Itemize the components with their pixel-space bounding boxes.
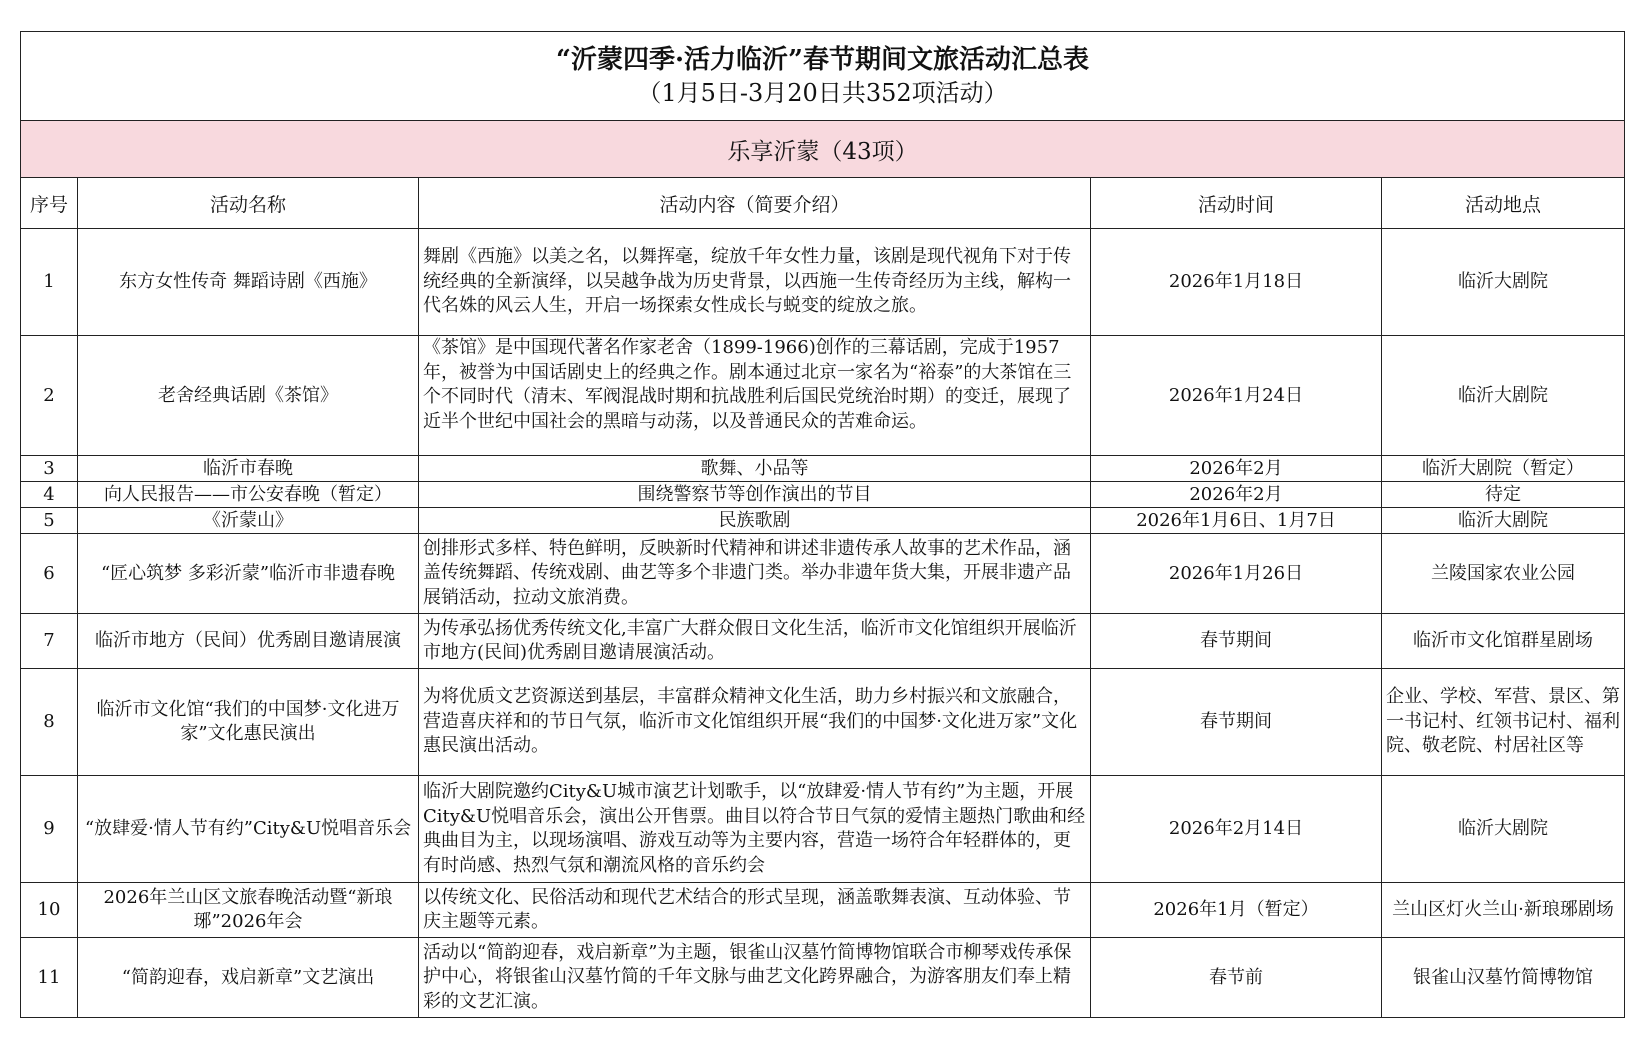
header-content: 活动内容（简要介绍）: [419, 178, 1091, 229]
row-name: 临沂市春晚: [78, 456, 419, 482]
row-name: “简韵迎春，戏启新章”文艺演出: [78, 938, 419, 1018]
row-no: 2: [21, 336, 78, 456]
row-place: 兰山区灯火兰山·新琅琊剧场: [1382, 883, 1625, 938]
row-time: 2026年2月: [1091, 482, 1382, 508]
row-content: 临沂大剧院邀约City&U城市演艺计划歌手，以“放肆爱·情人节有约”为主题，开展City&U悦唱音乐会，演出公开售票。曲目以符合节日气氛的爱情主题热门歌曲和经典曲目为主，以现场演唱、游戏互动等为主要内容，营造一场符合年轻群体的，更有时尚感、热烈气氛和潮流风格的音乐约会: [419, 776, 1091, 883]
row-time: 2026年1月6日、1月7日: [1091, 508, 1382, 534]
row-time: 2026年1月24日: [1091, 336, 1382, 456]
table-row: [21, 229, 1625, 336]
row-name: 临沂市文化馆“我们的中国梦·文化进万家”文化惠民演出: [78, 669, 419, 776]
row-name: “匠心筑梦 多彩沂蒙”临沂市非遗春晚: [78, 534, 419, 614]
row-no: 6: [21, 534, 78, 614]
row-no: 3: [21, 456, 78, 482]
table-row: [21, 482, 1625, 508]
table-row: [21, 508, 1625, 534]
section-header: 乐享沂蒙（43项）: [21, 121, 1625, 178]
table-row: [21, 614, 1625, 669]
row-name: “放肆爱·情人节有约”City&U悦唱音乐会: [78, 776, 419, 883]
row-time: 春节期间: [1091, 669, 1382, 776]
table-row: [21, 776, 1625, 883]
row-no: 11: [21, 938, 78, 1018]
row-content: 歌舞、小品等: [419, 456, 1091, 482]
row-place: 临沂大剧院: [1382, 776, 1625, 883]
row-place: 银雀山汉墓竹简博物馆: [1382, 938, 1625, 1018]
row-no: 7: [21, 614, 78, 669]
row-name: 临沂市地方（民间）优秀剧目邀请展演: [78, 614, 419, 669]
row-no: 9: [21, 776, 78, 883]
row-name: 《沂蒙山》: [78, 508, 419, 534]
row-content-cell: [419, 336, 1091, 456]
header-place: 活动地点: [1382, 178, 1625, 229]
row-time: 春节期间: [1091, 614, 1382, 669]
row-place: 临沂大剧院: [1382, 229, 1625, 336]
row-place: 待定: [1382, 482, 1625, 508]
row-no: 8: [21, 669, 78, 776]
table-row: [21, 336, 1625, 456]
header-name: 活动名称: [78, 178, 419, 229]
table-subtitle: （1月5日-3月20日共352项活动）: [637, 79, 1008, 107]
table-row: [21, 938, 1625, 1018]
row-time: 春节前: [1091, 938, 1382, 1018]
table-title: “沂蒙四季·活力临沂”春节期间文旅活动汇总表: [556, 45, 1089, 75]
row-content: 为传承弘扬优秀传统文化,丰富广大群众假日文化生活，临沂市文化馆组织开展临沂市地方(民间)优秀剧目邀请展演活动。: [419, 614, 1091, 669]
row-place: 临沂大剧院（暂定）: [1382, 456, 1625, 482]
table-row: [21, 534, 1625, 614]
row-no: 10: [21, 883, 78, 938]
row-time: 2026年1月18日: [1091, 229, 1382, 336]
row-content: 《茶馆》是中国现代著名作家老舍（1899-1966)创作的三幕话剧，完成于1957年，被誉为中国话剧史上的经典之作。剧本通过北京一家名为“裕泰”的大茶馆在三个不同时代（清末、军阀混战时期和抗战胜利后国民党统治时期）的变迁，展现了近半个世纪中国社会的黑暗与动荡，以及普通民众的苦难命运。: [423, 337, 1072, 432]
header-time: 活动时间: [1091, 178, 1382, 229]
row-content: 为将优质文艺资源送到基层，丰富群众精神文化生活，助力乡村振兴和文旅融合，营造喜庆祥和的节日气氛，临沂市文化馆组织开展“我们的中国梦·文化进万家”文化惠民演出活动。: [419, 669, 1091, 776]
row-name: 2026年兰山区文旅春晚活动暨“新琅琊”2026年会: [78, 883, 419, 938]
row-name: 向人民报告——市公安春晚（暂定）: [78, 482, 419, 508]
row-place: 企业、学校、军营、景区、第一书记村、红领书记村、福利院、敬老院、村居社区等: [1382, 669, 1625, 776]
row-content: 民族歌剧: [419, 508, 1091, 534]
row-content: 以传统文化、民俗活动和现代艺术结合的形式呈现，涵盖歌舞表演、互动体验、节庆主题等元素。: [419, 883, 1091, 938]
row-time: 2026年2月: [1091, 456, 1382, 482]
row-no: 5: [21, 508, 78, 534]
row-time: 2026年2月14日: [1091, 776, 1382, 883]
row-name: 老舍经典话剧《茶馆》: [78, 336, 419, 456]
row-place: 兰陵国家农业公园: [1382, 534, 1625, 614]
table-row: [21, 456, 1625, 482]
row-place: 临沂大剧院: [1382, 508, 1625, 534]
row-content: 舞剧《西施》以美之名，以舞挥毫，绽放千年女性力量，该剧是现代视角下对于传统经典的全新演绎，以吴越争战为历史背景，以西施一生传奇经历为主线，解构一代名姝的风云人生，开启一场探索女性成长与蜕变的绽放之旅。: [419, 229, 1091, 336]
row-content: 创排形式多样、特色鲜明，反映新时代精神和讲述非遗传承人故事的艺术作品，涵盖传统舞蹈、传统戏剧、曲艺等多个非遗门类。举办非遗年货大集，开展非遗产品展销活动，拉动文旅消费。: [419, 534, 1091, 614]
row-no: 4: [21, 482, 78, 508]
row-place: 临沂市文化馆群星剧场: [1382, 614, 1625, 669]
table-row: [21, 669, 1625, 776]
row-place: 临沂大剧院: [1382, 336, 1625, 456]
row-time: 2026年1月26日: [1091, 534, 1382, 614]
row-name: 东方女性传奇 舞蹈诗剧《西施》: [78, 229, 419, 336]
row-time: 2026年1月（暂定）: [1091, 883, 1382, 938]
activity-summary-table: [20, 31, 1625, 1018]
row-content: 活动以“简韵迎春，戏启新章”为主题，银雀山汉墓竹简博物馆联合市柳琴戏传承保护中心，将银雀山汉墓竹简的千年文脉与曲艺文化跨界融合，为游客朋友们奉上精彩的文艺汇演。: [419, 938, 1091, 1018]
row-content: 围绕警察节等创作演出的节目: [419, 482, 1091, 508]
row-no: 1: [21, 229, 78, 336]
header-no: 序号: [21, 178, 78, 229]
title-cell: [21, 32, 1625, 121]
table-row: [21, 883, 1625, 938]
